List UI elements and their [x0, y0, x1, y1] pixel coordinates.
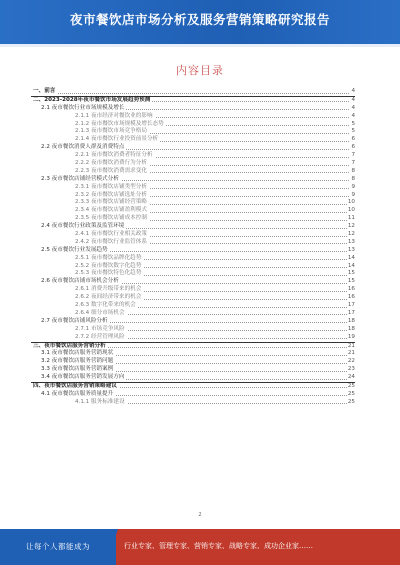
toc-entry[interactable] — [31, 184, 355, 192]
toc-entry[interactable] — [31, 255, 355, 263]
toc-entry-page: 16 — [347, 294, 355, 301]
toc-entry-title: 三、夜市餐饮店服务营销分析 — [33, 342, 106, 349]
toc-entry-page: 21 — [347, 342, 355, 349]
footer-tagline: 行业专家、管理专家、营销专家、战略专家、成功企业家…… — [124, 542, 313, 550]
toc-entry[interactable] — [31, 239, 355, 247]
toc-entry[interactable] — [31, 382, 355, 391]
toc-entry-page: 17 — [347, 302, 355, 309]
toc-entry-title: 2.4.2 夜市餐饮行业监管体系 — [75, 238, 147, 245]
toc-entry-page: 13 — [347, 238, 355, 245]
toc-entry[interactable] — [31, 310, 355, 318]
toc-entry-page: 4 — [351, 88, 355, 94]
toc-entry-title: 2.7 夜市餐饮店铺风险分析 — [41, 317, 108, 324]
toc-entry[interactable] — [31, 334, 355, 342]
toc-entry[interactable] — [31, 113, 355, 121]
toc-entry-page: 15 — [347, 270, 355, 277]
toc-entry-title: 2.4.1 夜市餐饮行业相关政策 — [75, 231, 147, 238]
toc-entry-title: 2.6 夜市餐饮店铺市场机会分析 — [41, 278, 119, 285]
toc-entry-title: 2.5 夜市餐饮行业发展趋势 — [41, 246, 108, 253]
toc-entry-page: 5 — [351, 120, 355, 127]
toc-entry-page: 10 — [347, 207, 355, 214]
toc-entry-title: 2.3.2 夜市餐饮店铺选址分析 — [75, 191, 147, 198]
toc-entry-title: 2.5.3 夜市餐饮特色化趋势 — [75, 270, 142, 277]
footer-slogan: 让每个人都能成为 — [26, 542, 90, 551]
toc-entry-title: 2.3.4 夜市餐饮店铺盈利模式 — [75, 207, 147, 214]
toc-entry[interactable] — [31, 286, 355, 294]
toc-entry-title: 3.2 夜市餐饮店服务营销问题 — [41, 358, 114, 365]
footer-left-panel — [0, 529, 116, 565]
toc-entry-title: 2.3 夜市餐饮店铺经营模式分析 — [41, 175, 119, 182]
toc-entry-title: 2.6.4 细分市场机会 — [75, 309, 125, 316]
toc-entry-page: 17 — [347, 309, 355, 316]
toc-entry-title: 2.2.2 夜市餐饮消费行为分析 — [75, 160, 147, 167]
toc-entry-page: 14 — [347, 262, 355, 269]
toc-entry[interactable] — [31, 358, 355, 366]
page-title: 内容目录 — [176, 64, 224, 77]
toc-entry-page: 4 — [351, 96, 355, 103]
toc-entry-title: 2.6.1 消费升级带来的机会 — [75, 286, 142, 293]
toc-entry[interactable] — [31, 399, 355, 407]
toc-entry-page: 22 — [347, 358, 355, 365]
toc-entry[interactable] — [31, 326, 355, 334]
footer-divider-shape — [106, 529, 118, 565]
toc-entry-page: 16 — [347, 286, 355, 293]
report-title: 夜市餐饮店市场分析及服务营销策略研究报告 — [69, 12, 330, 27]
toc-entry-title: 2.3.1 夜市餐饮店铺类型分析 — [75, 183, 147, 190]
toc-entry-title: 3.3 夜市餐饮店服务营销案例 — [41, 366, 114, 373]
toc-entry-title: 一、前言 — [33, 88, 56, 94]
toc-entry-page: 4 — [351, 104, 355, 111]
toc-entry[interactable] — [31, 318, 355, 326]
toc-entry-title: 四、夜市餐饮店服务营销策略建议 — [33, 382, 117, 389]
toc-entry-title: 3.4 夜市餐饮店服务营销发展方向 — [41, 374, 125, 381]
toc-entry-title: 4.1 夜市餐饮店服务质量提升 — [41, 390, 114, 397]
toc-entry-page: 24 — [347, 374, 355, 381]
toc-entry-title: 2.3.5 夜市餐饮店铺成本控制 — [75, 215, 147, 222]
toc-entry[interactable] — [31, 366, 355, 374]
page-number: 2 — [198, 512, 202, 518]
toc-entry-page: 9 — [351, 183, 355, 190]
toc-entry-title: 2.7.1 市场竞争风险 — [75, 325, 125, 332]
toc-entry-page: 6 — [351, 144, 355, 151]
toc-entry-page: 13 — [347, 246, 355, 253]
toc-entry-title: 3.1 夜市餐饮店服务营销现状 — [41, 350, 114, 357]
toc-entry-page: 25 — [347, 390, 355, 397]
toc-entry-title: 2.6.2 夜间经济带来的机会 — [75, 294, 142, 301]
toc-entry-page: 12 — [347, 223, 355, 230]
toc-entry-title: 2.1.4 夜市餐饮行业投资前景分析 — [75, 136, 159, 143]
toc-entry-page: 25 — [347, 398, 355, 405]
toc-entry[interactable] — [31, 160, 355, 168]
toc-entry-title: 2.7.2 经营管理风险 — [75, 333, 125, 340]
footer-right-panel — [116, 529, 400, 565]
toc-entry-title: 2.5.2 夜市餐饮数字化趋势 — [75, 262, 142, 269]
dot-leader — [33, 93, 349, 94]
toc-entry-page: 8 — [351, 167, 355, 174]
toc-entry-page: 11 — [347, 215, 355, 222]
toc-entry-page: 15 — [347, 278, 355, 285]
table-of-contents — [31, 88, 355, 407]
toc-entry-title: 2.1.3 夜市餐饮市场竞争格局 — [75, 128, 147, 135]
toc-entry-title: 二、2023-2028年夜市餐饮市场发展趋势预测 — [33, 96, 151, 103]
toc-entry-page: 5 — [351, 128, 355, 135]
toc-entry-title: 2.3.3 夜市餐饮店铺经营策略 — [75, 199, 147, 206]
toc-entry-title: 2.5.1 夜市餐饮品牌化趋势 — [75, 254, 142, 261]
toc-entry[interactable] — [31, 247, 355, 255]
toc-entry-title: 2.1.2 夜市餐饮市场规模及增长态势 — [75, 120, 164, 127]
toc-entry[interactable] — [31, 152, 355, 160]
toc-entry-page: 7 — [351, 152, 355, 159]
toc-entry[interactable] — [31, 168, 355, 176]
toc-entry[interactable] — [31, 176, 355, 184]
toc-entry-page: 14 — [347, 254, 355, 261]
toc-entry-page: 4 — [351, 112, 355, 119]
toc-entry-title: 2.2.3 夜市餐饮消费需求变化 — [75, 167, 147, 174]
toc-entry[interactable] — [31, 231, 355, 239]
toc-entry-page: 18 — [347, 325, 355, 332]
report-header — [0, 0, 400, 44]
toc-entry-page: 9 — [351, 191, 355, 198]
toc-entry-title: 2.1.1 夜市经济对餐饮业的影响 — [75, 112, 153, 119]
toc-entry[interactable] — [31, 96, 355, 105]
toc-entry[interactable] — [31, 374, 355, 382]
toc-entry[interactable] — [31, 144, 355, 152]
toc-entry-title: 2.2 夜市餐饮消费人群及消费特点 — [41, 144, 125, 151]
header-divider — [0, 44, 400, 47]
toc-entry-title: 2.6.3 数字化带来的机会 — [75, 302, 136, 309]
toc-entry-page: 21 — [347, 350, 355, 357]
toc-entry-page: 8 — [351, 175, 355, 182]
toc-entry-title: 2.4 夜市餐饮行业政策及监管环境 — [41, 223, 125, 230]
toc-entry-page: 12 — [347, 231, 355, 238]
toc-entry-page: 7 — [351, 160, 355, 167]
toc-entry-title: 2.1 夜市餐饮行业市场规模及增长 — [41, 104, 125, 111]
toc-entry[interactable] — [31, 88, 355, 96]
toc-entry[interactable] — [31, 294, 355, 302]
toc-entry-page: 25 — [347, 382, 355, 389]
toc-entry-page: 19 — [347, 333, 355, 340]
toc-entry[interactable] — [31, 391, 355, 399]
footer-banner — [0, 529, 400, 565]
toc-entry-title: 4.1.1 服务标准建设 — [75, 398, 125, 405]
toc-entry-page: 18 — [347, 317, 355, 324]
toc-entry[interactable] — [31, 105, 355, 113]
toc-entry-page: 10 — [347, 199, 355, 206]
toc-entry-title: 2.2.1 夜市餐饮消费者特征分析 — [75, 152, 153, 159]
toc-entry-page: 23 — [347, 366, 355, 373]
toc-entry-page: 6 — [351, 136, 355, 143]
toc-entry[interactable] — [31, 302, 355, 310]
toc-entry[interactable] — [31, 223, 355, 231]
toc-entry[interactable] — [31, 215, 355, 223]
